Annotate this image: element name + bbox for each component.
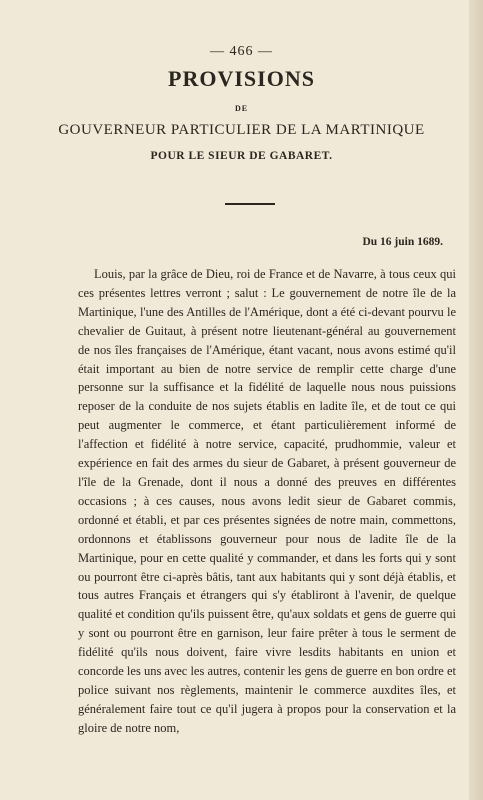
title-connector: DE xyxy=(234,104,249,113)
document-subtitle: GOUVERNEUR PARTICULIER DE LA MARTINIQUE xyxy=(58,122,425,138)
page-number: — 466 — xyxy=(210,44,273,59)
section-divider xyxy=(225,203,275,205)
document-date: Du 16 juin 1689. xyxy=(362,236,443,248)
document-subtitle-secondary: POUR LE SIEUR DE GABARET. xyxy=(150,150,333,162)
page-gutter-shadow xyxy=(469,0,483,800)
document-title: PROVISIONS xyxy=(168,66,315,91)
body-paragraph: Louis, par la grâce de Dieu, roi de France et de Navarre, à tous ceux qui ces présentes lettres verront ; salut : Le gouvernement de notre île de la Martinique, l'une des Antilles de l'Amérique, dont a été ci-devant pourvu le chevalier de Guitaut, à présent notre lieutenant-général au gouvernement de nos îles françaises de l'Amérique, étant vacant, nous avons estimé qu'il était important au bien de notre service de remplir cette charge d'une personne sur la suffisance et la fidélité de laquelle nous nous puissions reposer de la conduite de nos sujets établis en ladite île, et de tout ce qui peut augmenter le commerce, et étant particulièrement informé de l'affection et fidélité à notre service, capacité, prudhommie, valeur et expérience en fait des armes du sieur de Gabaret, à présent gouverneur de l'île de la Grenade, dont il nous a donné des preuves en différentes occasions ; à ces causes, nous avons ledit sieur de Gabaret commis, ordonné et établi, et par ces présentes signées de notre main, commettons, ordonnons et établissons gouverneur pour nous de ladite île de la Martinique, pour en cette qualité y commander, et dans les forts qui y sont ou pourront être ci-après bâtis, tant aux habitants qui y sont déjà établis, et tous autres Français et étrangers qui s'y établiront à l'avenir, de quelque qualité et condition qu'ils puissent être, qu'aux soldats et gens de guerre qui y sont ou pourront être en garnison, leur faire prêter à tous le serment de fidélité qu'ils nous doivent, faire vivre lesdits habitants en union et concorde les uns avec les autres, contenir les gens de guerre en bon ordre et police suivant nos règlements, maintenir le commerce auxdites îles, et généralement faire tout ce qu'il jugera à propos pour la conservation et la gloire de notre nom, xyxy=(78,267,456,735)
